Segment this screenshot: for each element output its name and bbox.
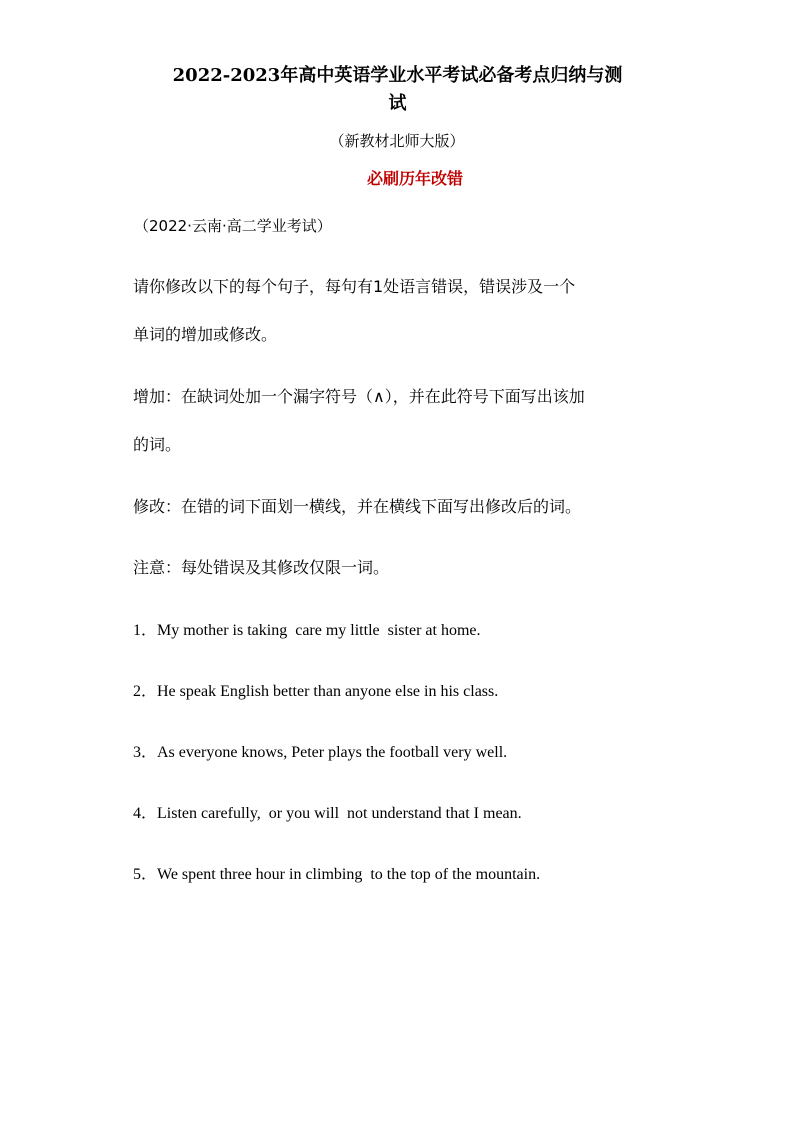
instruction-line-2: 单词的增加或修改。: [133, 325, 278, 344]
question-item-1: 1．My mother is taking care my little sister at home.: [133, 622, 481, 639]
document-title: [140, 62, 655, 118]
question-item-2: 2．He speak English better than anyone else in his class.: [133, 683, 499, 700]
title-line-2: 试: [388, 93, 407, 114]
question-item-5: 5．We spent three hour in climbing to the top of the mountain.: [133, 866, 541, 883]
instruction-line-1: 请你修改以下的每个句子，每句有1处语言错误，错误涉及一个: [133, 277, 576, 296]
modify-rule: 修改：在错的词下面划一横线，并在横线下面写出修改后的词。: [133, 497, 582, 516]
question-item-4: 4．Listen carefully, or you will not understand that I mean.: [133, 805, 522, 822]
add-rule-line-2: 的词。: [133, 435, 182, 454]
question-item-3: 3．As everyone knows, Peter plays the football very well.: [133, 744, 508, 761]
document-subtitle: （新教材北师大版）: [329, 132, 465, 150]
note-rule: 注意：每处错误及其修改仅限一词。: [133, 558, 390, 577]
title-line-1: 2022-2023年高中英语学业水平考试必备考点归纳与测: [172, 65, 623, 86]
exam-source: （2022·云南·高二学业考试）: [134, 217, 332, 235]
section-heading: 必刷历年改错: [366, 169, 463, 188]
add-rule-line-1: 增加：在缺词处加一个漏字符号（∧），并在此符号下面写出该加: [133, 387, 585, 406]
